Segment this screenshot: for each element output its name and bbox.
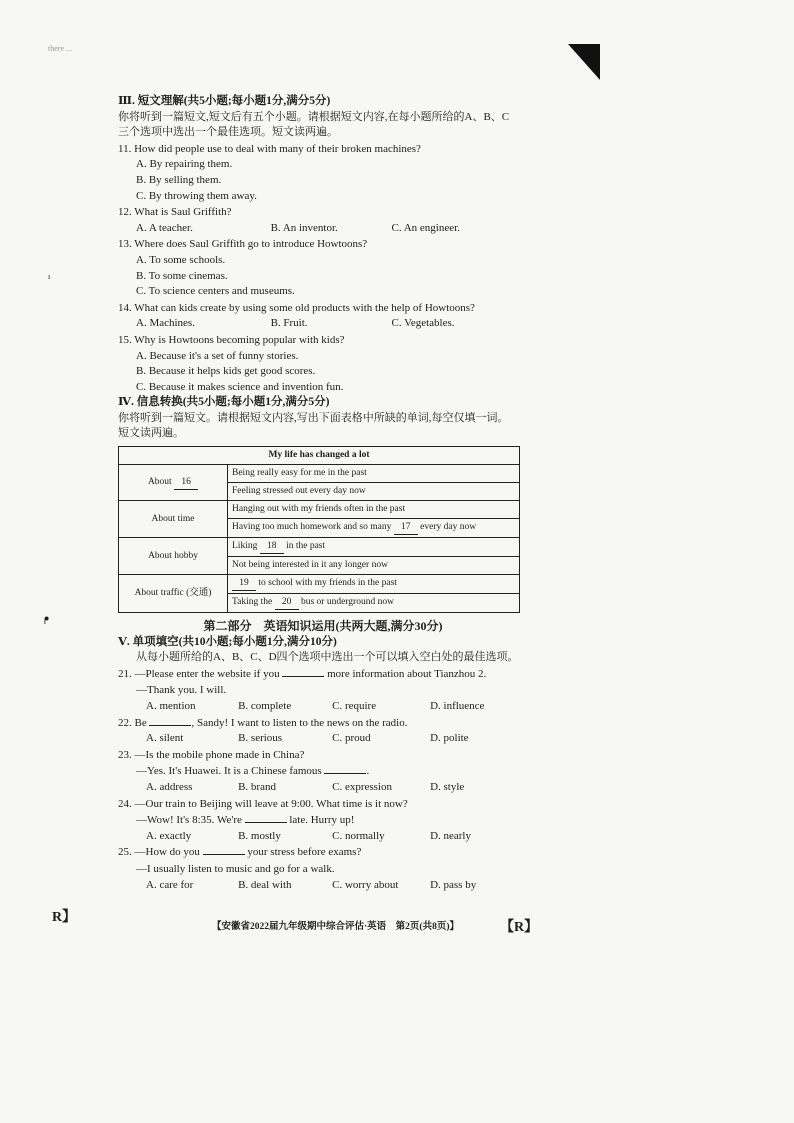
option: C. normally [332,829,385,842]
cell-text: to school with my friends in the past [256,578,397,589]
question-line [118,862,528,878]
cell-text: Not being interested in it any longer now [232,560,388,571]
question-line [118,813,528,829]
question-stem: 12. What is Saul Griffith? [118,206,232,219]
label-text: About traffic (交通) [134,588,212,599]
question-text: 22. Be [118,716,150,729]
section4-title: Ⅳ. 信息转换(共5小题;每小题1分,满分5分) [118,396,330,409]
side-tick-2: ᖰ [44,616,50,627]
label-text: About hobby [148,550,198,561]
option: A. care for [146,878,194,891]
question-text: 23. —Is the mobile phone made in China? [118,748,305,761]
question-text: —Yes. It's Huawei. It is a Chinese famous [136,765,325,778]
option: B. serious [238,732,283,745]
section3-instruction-2: 三个选项中选出一个最佳选项。短文读两遍。 [118,126,338,139]
option: C. worry about [332,878,399,891]
option: A. To some schools. [136,253,226,266]
question-text: . [366,765,370,778]
option: B. mostly [238,829,281,842]
cell-text: Hanging out with my friends often in the past [232,504,406,515]
question-stem: 11. How did people use to deal with many of their broken machines? [118,142,421,155]
info-table-cell [228,575,520,594]
option: A. Because it's a set of funny stories. [136,349,299,362]
info-table-row [119,465,520,483]
option: C. require [332,700,377,713]
info-table-cell [228,501,520,519]
question-text: —Thank you. I will. [136,684,227,697]
option: B. Because it helps kids get good scores. [136,365,316,378]
option: C. By throwing them away. [136,189,257,202]
option: A. address [146,781,193,793]
section5-title: Ⅴ. 单项填空(共10小题;每小题1分,满分10分) [118,635,337,648]
option: C. Because it makes science and invention fun. [136,380,344,393]
question-line [118,667,528,683]
section3-title: Ⅲ. 短文理解(共5小题;每小题1分,满分5分) [118,95,331,107]
option-row [118,829,528,845]
option: C. Vegetables. [391,317,455,330]
label-text: About time [151,513,195,524]
question-text: —I usually listen to music and go for a walk. [136,862,335,875]
question-line [118,748,528,764]
cell-text: Being really easy for me in the past [232,468,367,479]
content-column [118,94,528,893]
option-row [118,780,528,796]
section4-instruction-2: 短文读两遍。 [118,427,184,440]
option: A. A teacher. [136,221,193,234]
option: D. polite [430,732,469,745]
footer-left-mark: R】 [52,910,77,925]
option: D. pass by [430,878,477,891]
side-tick: ı [48,272,51,281]
info-table-label [119,465,228,501]
question-text: 24. —Our train to Beijing will leave at 9:00. What time is it now? [118,797,408,810]
option: A. silent [146,732,184,745]
option-row [118,731,528,747]
option: C. expression [332,781,392,793]
option-row [118,699,528,715]
cell-text: in the past [283,541,326,552]
question-text: —Wow! It's 8:35. We're [136,814,245,827]
cell-text: Taking the [232,597,275,608]
section5-instruction: 从每小题所给的A、B、C、D四个选项中选出一个可以填入空白处的最佳选项。 [136,651,519,664]
cell-text: Liking [232,541,260,552]
question-text: , Sandy! I want to listen to the news on the radio. [191,716,408,729]
cell-text: Having too much homework and so many [232,522,394,533]
part2-title: 第二部分 英语知识运用(共两大题,满分30分) [203,619,443,634]
info-table-row [119,538,520,557]
info-table-label [119,538,228,575]
question-stem: 15. Why is Howtoons becoming popular with kids? [118,333,345,346]
option: B. By selling them. [136,173,222,186]
info-table [118,446,520,613]
corner-black-mark [568,44,600,80]
answer-blank [149,725,191,726]
question-line [118,845,528,861]
option-row [118,221,528,237]
info-table-cell [228,483,520,501]
question-line [118,683,528,699]
blank-number: 18 [260,540,284,554]
info-table-cell [228,519,520,538]
info-table-heading-row [119,447,520,465]
info-table-row [119,501,520,519]
blank-number: 17 [394,521,418,535]
question-line [118,797,528,813]
section3-questions [118,142,528,396]
answer-blank [245,822,287,823]
info-table-cell [228,538,520,557]
cell-text: every day now [417,522,477,533]
option: D. influence [430,700,485,713]
question-line [118,716,528,732]
blank-number: 20 [275,596,299,610]
blank-number: 19 [232,577,256,591]
option: A. Machines. [136,317,195,330]
label-text: About [147,476,175,487]
answer-blank [324,773,366,774]
option: B. deal with [238,878,292,891]
option-row [118,316,528,332]
info-table-cell [228,594,520,613]
option: B. complete [238,700,292,713]
info-table-wrap [118,446,528,613]
option: B. brand [238,781,276,793]
question-text: more information about Tianzhou 2. [324,667,487,680]
info-table-row [119,575,520,594]
option: D. nearly [430,829,471,842]
info-table-label [119,575,228,613]
option: B. To some cinemas. [136,269,228,282]
question-stem: 14. What can kids create by using some old products with the help of Howtoons? [118,301,475,314]
option: C. proud [332,732,371,745]
section3-instruction-1: 你将听到一篇短文,短文后有五个小题。请根据短文内容,在每小题所给的A、B、C [118,110,510,123]
option-row [118,878,528,894]
info-table-heading: My life has changed a lot [119,447,520,465]
option: A. exactly [146,829,192,842]
option: C. An engineer. [391,221,460,234]
section5-questions [118,667,528,893]
blank-number: 16 [174,476,198,490]
answer-blank [282,676,324,677]
cell-text: Feeling stressed out every day now [232,486,366,497]
option: B. An inventor. [270,221,338,234]
info-table-cell [228,465,520,483]
faint-header-text: there ... [48,44,72,53]
question-text: your stress before exams? [244,846,362,859]
question-text: late. Hurry up! [286,814,355,827]
question-line [118,764,528,780]
option: A. mention [146,700,196,713]
answer-blank [203,854,245,855]
footer-right-mark: 【R】 [500,920,539,935]
cell-text: bus or underground now [298,597,394,608]
footer-page-info: 【安徽省2022届九年级期中综合评估·英语 第2页(共8页)】 [212,922,459,932]
option: D. style [430,781,465,793]
info-table-label [119,501,228,538]
option: C. To science centers and museums. [136,285,295,298]
info-table-cell [228,557,520,575]
question-text: 21. —Please enter the website if you [118,667,283,680]
question-stem: 13. Where does Saul Griffith go to introduce Howtoons? [118,238,368,251]
question-text: 25. —How do you [118,846,203,859]
option: A. By repairing them. [136,158,233,171]
section4-instruction-1: 你将听到一篇短文。请根据短文内容,写出下面表格中所缺的单词,每空仅填一词。 [118,411,509,424]
option: B. Fruit. [270,317,308,330]
